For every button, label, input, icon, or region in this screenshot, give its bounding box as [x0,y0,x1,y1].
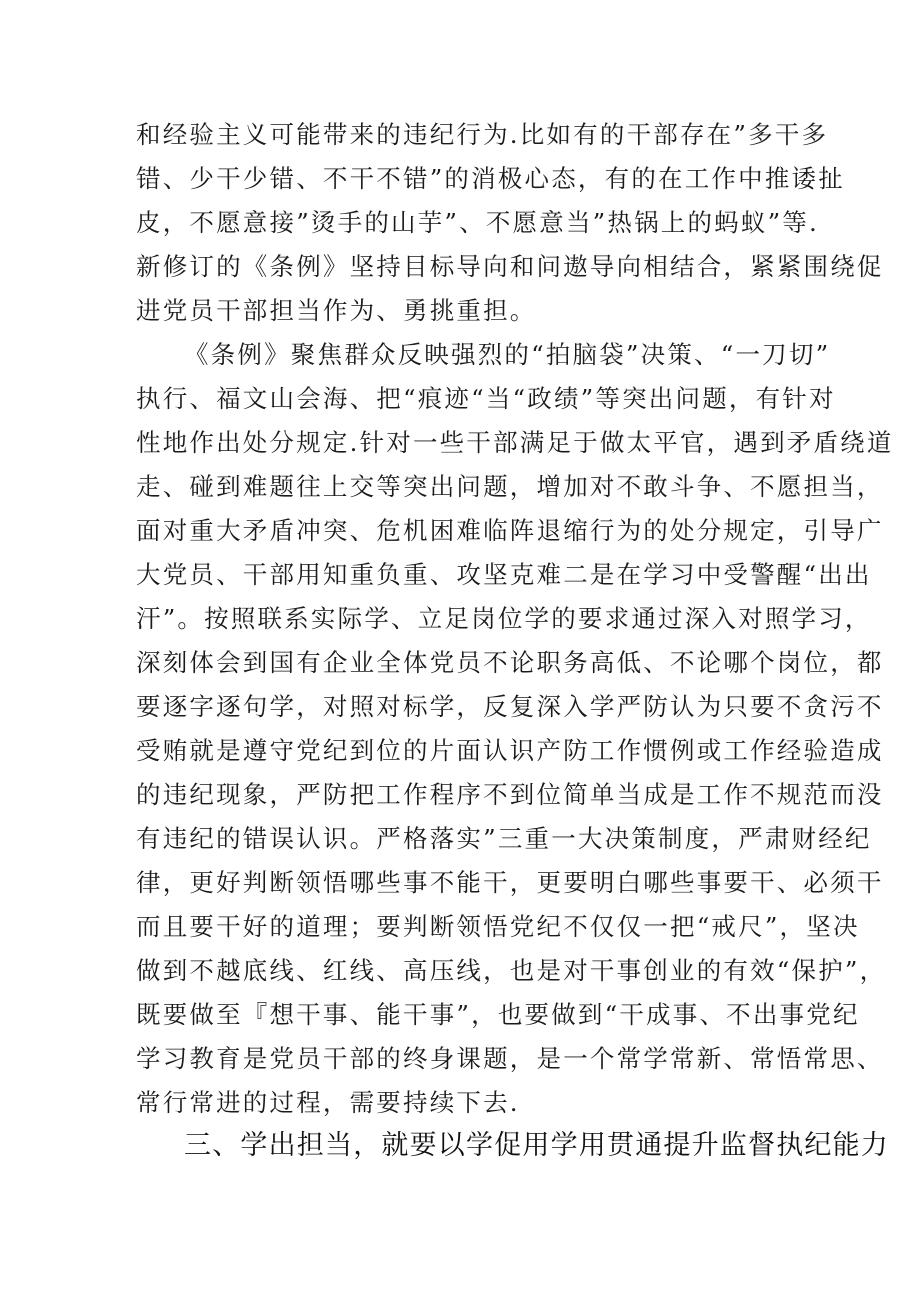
paragraph-line: 有违纪的错误认识。严格落实”三重一大决策制度，严肃财经纪 [136,824,872,853]
section-heading: 三、学出担当，就要以学促用学用贯通提升监督执纪能力 [184,1130,889,1161]
paragraph-line: 做到不越底线、红线、高压线，也是对干事创业的有效“保护”， [136,956,887,985]
paragraph-line: 深刻体会到国有企业全体党员不论职务高低、不论哪个岗位，都 [136,648,884,677]
paragraph-line: 既要做至『想干事、能干事”，也要做到“干成事、不出事党纪 [136,1000,860,1029]
paragraph-line: 面对重大矛盾冲突、危机困难临阵退缩行为的处分规定，引导广 [136,516,884,545]
paragraph-line: 的违纪现象，严防把工作程序不到位简单当成是工作不规范而没 [136,780,884,809]
paragraph-line: 皮，不愿意接”烫手的山芋”、不愿意当”热锅上的蚂蚁”等. [136,208,819,237]
paragraph-line: 大党员、干部用知重负重、攻坚克难二是在学习中受警醒“出出 [136,560,872,589]
paragraph-line: 执行、福文山会海、把“痕迹“当“政绩”等突出问题，有针对 [136,384,836,413]
paragraph-line: 进党员干部担当作为、勇挑重担。 [136,296,537,325]
paragraph-line: 律，更好判断领悟哪些事不能干，更要明白哪些事要干、必须干 [136,868,884,897]
paragraph-line: 走、碰到难题往上交等突出问题，增加对不敢斗争、不愿担当， [136,472,884,501]
paragraph-line: 汗”。按照联系实际学、立足岗位学的要求通过深入对照学习， [136,604,872,633]
paragraph-line: 错、少干少错、不干不错”的消极心态，有的在工作中推诿扯 [136,164,845,193]
paragraph-line: 学习教育是党员干部的终身课题，是一个常学常新、常悟常思、 [136,1044,884,1073]
paragraph-line: 新修订的《条例》坚持目标导向和问遨导向相结合，紧紧围绕促 [136,252,884,281]
paragraph-line: 性地作出处分规定.针对一些干部满足于做太平官，遇到矛盾绕道 [136,428,894,457]
paragraph-line-indented: 《条例》聚焦群众反映强烈的“拍脑袋”决策、“一刀切” [184,340,831,369]
paragraph-line: 要逐字逐句学，对照对标学，反复深入学严防认为只要不贪污不 [136,692,884,721]
paragraph-line: 常行常进的过程，需要持续下去. [136,1088,520,1117]
paragraph-line: 受贿就是遵守党纪到位的片面认识产防工作惯例或工作经验造成 [136,736,884,765]
paragraph-line: 而且要干好的道理；要判断领悟党纪不仅仅一把“戒尺”，坚决 [136,912,860,941]
paragraph-line: 和经验主义可能带来的违纪行为.比如有的干部存在”多干多 [136,120,829,149]
